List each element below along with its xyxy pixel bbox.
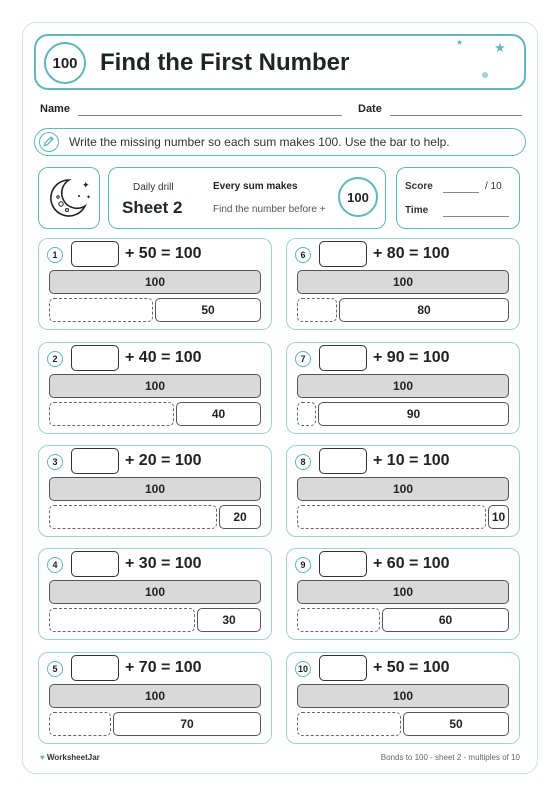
equation-text: + 20 = 100	[125, 452, 202, 469]
question-card	[286, 342, 520, 434]
total-bar: 100	[297, 270, 509, 294]
known-part-bar: 10	[488, 505, 509, 529]
total-bar: 100	[297, 580, 509, 604]
total-bar: 100	[49, 477, 261, 501]
answer-box[interactable]	[71, 448, 119, 474]
question-number: 5	[47, 661, 63, 677]
missing-part-bar	[49, 505, 217, 529]
moon-panel	[38, 167, 100, 229]
answer-box[interactable]	[319, 448, 367, 474]
missing-part-bar	[49, 402, 174, 426]
answer-box[interactable]	[71, 551, 119, 577]
missing-part-bar	[49, 608, 195, 632]
question-card	[38, 548, 272, 640]
brand-name: WorksheetJar	[46, 753, 100, 762]
question-number: 2	[47, 351, 63, 367]
name-label: Name	[40, 103, 70, 115]
instruction-text: Write the missing number so each sum makes 100. Use the bar to help.	[69, 135, 450, 149]
total-bar: 100	[49, 374, 261, 398]
answer-box[interactable]	[319, 655, 367, 681]
hundred-badge: 100	[44, 42, 86, 84]
instruction-banner	[34, 128, 526, 156]
page-title: Find the First Number	[100, 49, 350, 76]
total-bar: 100	[49, 684, 261, 708]
every-sum-label: Every sum makes	[213, 181, 298, 192]
score-label: Score	[405, 181, 433, 192]
question-card	[38, 342, 272, 434]
equation-text: + 80 = 100	[373, 245, 450, 262]
known-part-bar: 50	[155, 298, 261, 322]
total-bar: 100	[297, 477, 509, 501]
total-bar: 100	[49, 580, 261, 604]
known-part-bar: 30	[197, 608, 261, 632]
answer-box[interactable]	[71, 655, 119, 681]
answer-box[interactable]	[319, 345, 367, 371]
missing-part-bar	[297, 505, 486, 529]
star-icon: ★	[494, 40, 506, 55]
equation-text: + 70 = 100	[125, 659, 202, 676]
moon-icon	[39, 168, 99, 228]
equation-text: + 10 = 100	[373, 452, 450, 469]
hint-text: Find the number before +	[213, 204, 326, 215]
daily-drill-label: Daily drill	[133, 182, 174, 193]
date-field[interactable]	[390, 115, 522, 116]
question-number: 6	[295, 247, 311, 263]
known-part-bar: 50	[403, 712, 509, 736]
answer-box[interactable]	[71, 345, 119, 371]
equation-text: + 90 = 100	[373, 349, 450, 366]
question-number: 3	[47, 454, 63, 470]
question-card	[286, 238, 520, 330]
question-number: 8	[295, 454, 311, 470]
known-part-bar: 90	[318, 402, 509, 426]
answer-box[interactable]	[319, 241, 367, 267]
drill-panel	[108, 167, 386, 229]
known-part-bar: 60	[382, 608, 509, 632]
title-banner	[34, 34, 526, 90]
footer-brand	[40, 753, 100, 762]
total-bar: 100	[297, 684, 509, 708]
known-part-bar: 70	[113, 712, 261, 736]
missing-part-bar	[297, 298, 337, 322]
total-bar: 100	[297, 374, 509, 398]
target-badge: 100	[338, 177, 378, 217]
missing-part-bar	[297, 608, 380, 632]
equation-text: + 40 = 100	[125, 349, 202, 366]
equation-text: + 60 = 100	[373, 555, 450, 572]
known-part-bar: 80	[339, 298, 509, 322]
heart-icon: ♥	[40, 753, 45, 762]
question-number: 7	[295, 351, 311, 367]
question-card	[286, 652, 520, 744]
question-card	[286, 548, 520, 640]
question-card	[38, 445, 272, 537]
star-icon: ★	[456, 38, 464, 47]
missing-part-bar	[49, 712, 111, 736]
question-number: 9	[295, 557, 311, 573]
missing-part-bar	[297, 712, 401, 736]
equation-text: + 50 = 100	[373, 659, 450, 676]
name-field[interactable]	[78, 115, 342, 116]
answer-box[interactable]	[319, 551, 367, 577]
equation-text: + 30 = 100	[125, 555, 202, 572]
date-label: Date	[358, 103, 382, 115]
footer-caption: Bonds to 100 - sheet 2 - multiples of 10	[380, 753, 520, 762]
score-field[interactable]	[443, 192, 479, 193]
svg-text:✦: ✦	[82, 180, 90, 190]
missing-part-bar	[49, 298, 153, 322]
question-card	[286, 445, 520, 537]
known-part-bar: 40	[176, 402, 261, 426]
question-number: 1	[47, 247, 63, 263]
time-label: Time	[405, 205, 429, 216]
question-card	[38, 652, 272, 744]
svg-text:✦: ✦	[86, 195, 92, 201]
missing-part-bar	[297, 402, 316, 426]
sheet-label: Sheet 2	[122, 198, 183, 217]
pencil-icon	[39, 132, 59, 152]
time-field[interactable]	[443, 216, 509, 217]
answer-box[interactable]	[71, 241, 119, 267]
total-bar: 100	[49, 270, 261, 294]
dot-decoration	[482, 72, 488, 78]
question-number: 4	[47, 557, 63, 573]
score-panel	[396, 167, 520, 229]
question-card	[38, 238, 272, 330]
score-total: / 10	[485, 181, 502, 192]
question-number: 10	[295, 661, 311, 677]
equation-text: + 50 = 100	[125, 245, 202, 262]
known-part-bar: 20	[219, 505, 261, 529]
